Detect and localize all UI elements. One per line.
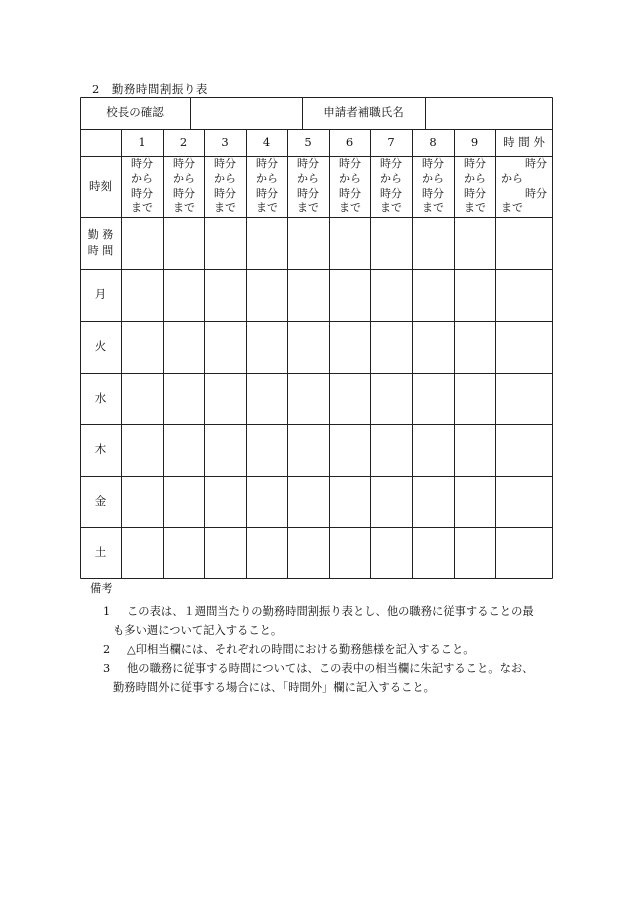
time-range-text: 時分	[464, 186, 486, 200]
work-hours-label-text: 時 間	[87, 244, 114, 257]
time-range-text: 時分	[297, 186, 319, 200]
time-range-text: まで	[131, 201, 153, 215]
day-label-6: 土	[94, 545, 107, 560]
time-range-text: 時分	[339, 186, 361, 200]
work-hours-label	[80, 217, 121, 269]
time-range-cell	[173, 156, 202, 217]
note-text: 勤務時間外に従事する場合には、「時間外」欄に記入すること。	[113, 681, 435, 694]
time-range-text: 時分	[173, 157, 195, 171]
time-range-text: から	[339, 171, 361, 185]
column-header-8: 8	[429, 134, 437, 149]
day-label-5: 金	[94, 493, 107, 508]
time-range-text: まで	[256, 201, 278, 215]
time-range-cell	[422, 156, 452, 217]
time-range-cell	[380, 156, 410, 217]
day-label-3: 水	[94, 390, 107, 405]
time-range-text: 時分	[339, 157, 361, 171]
work-hours-label-text: 勤 務	[87, 228, 114, 241]
time-range-text: 時分	[422, 157, 444, 171]
note-text: 他の職務に従事する時間については、この表中の相当欄に朱記すること。なお、	[127, 662, 534, 675]
time-range-cell	[214, 156, 244, 217]
time-range-cell	[256, 156, 285, 217]
time-range-text: 時分	[256, 186, 278, 200]
time-range-text: 時分	[214, 157, 236, 171]
page-title: 2 勤務時間割振り表	[92, 82, 208, 96]
column-header-4: 4	[262, 134, 271, 149]
time-row-label: 時刻	[89, 178, 112, 193]
time-range-text: 時分	[297, 157, 319, 171]
time-range-text: 時分	[131, 186, 153, 200]
day-label-4: 木	[94, 442, 107, 457]
principal-confirmation-label: 校長の確認	[106, 105, 164, 120]
time-range-text: から	[501, 171, 523, 185]
day-label-2: 火	[94, 339, 107, 354]
time-range-text: 時分	[131, 157, 153, 171]
time-range-text: まで	[214, 201, 236, 215]
time-range-text: 時分	[422, 186, 444, 200]
note-number: 1	[103, 605, 111, 618]
notes-heading: 備考	[90, 582, 113, 595]
time-range-text: 時分	[256, 157, 278, 171]
time-range-text: から	[256, 171, 278, 185]
time-range-text: 時分	[525, 186, 547, 200]
column-header-3: 3	[221, 134, 229, 149]
note-text: △印相当欄には、それぞれの時間における勤務態様を記入すること。	[127, 643, 475, 656]
time-range-cell	[131, 156, 161, 217]
column-header-7: 7	[387, 134, 395, 149]
time-range-text: 時分	[464, 157, 486, 171]
applicant-name-field	[425, 97, 553, 129]
work-schedule-table	[80, 97, 553, 579]
time-range-text: から	[173, 171, 195, 185]
note-text: この表は、１週間当たりの勤務時間割振り表とし、他の職務に従事することの最	[127, 605, 534, 618]
note-item	[90, 640, 560, 659]
note-number: 2	[103, 643, 111, 656]
time-range-cell	[339, 156, 368, 217]
notes-section	[90, 580, 560, 697]
applicant-name-label: 申請者補職氏名	[323, 105, 404, 120]
note-item	[90, 659, 560, 697]
time-range-cell	[297, 156, 327, 217]
time-range-text: まで	[297, 201, 319, 215]
time-range-text: まで	[501, 201, 523, 215]
note-text: も多い週について記入すること。	[113, 624, 283, 637]
note-number: 3	[103, 662, 111, 675]
column-header-6: 6	[345, 134, 354, 149]
time-range-text: 時分	[214, 186, 236, 200]
note-item	[90, 602, 560, 640]
column-header-10: 時 間 外	[503, 134, 545, 149]
time-range-text: まで	[380, 201, 402, 215]
time-range-text: から	[422, 171, 444, 185]
principal-confirmation-field	[190, 97, 302, 129]
time-range-text: から	[297, 171, 319, 185]
time-range-cell	[501, 156, 551, 217]
time-range-text: まで	[464, 201, 486, 215]
time-range-text: 時分	[380, 157, 402, 171]
time-range-text: から	[214, 171, 236, 185]
time-range-text: まで	[173, 201, 195, 215]
column-header-5: 5	[304, 134, 312, 149]
time-range-text: まで	[339, 201, 361, 215]
time-range-text: から	[131, 171, 153, 185]
time-range-text: 時分	[525, 157, 547, 171]
time-range-text: まで	[422, 201, 444, 215]
time-range-text: から	[464, 171, 486, 185]
column-header-1: 1	[138, 134, 146, 149]
time-range-text: から	[380, 171, 402, 185]
time-range-text: 時分	[173, 186, 195, 200]
time-range-cell	[464, 156, 493, 217]
time-range-text: 時分	[380, 186, 402, 200]
column-header-9: 9	[470, 134, 479, 149]
day-label-1: 月	[94, 287, 107, 302]
column-header-2: 2	[179, 134, 188, 149]
